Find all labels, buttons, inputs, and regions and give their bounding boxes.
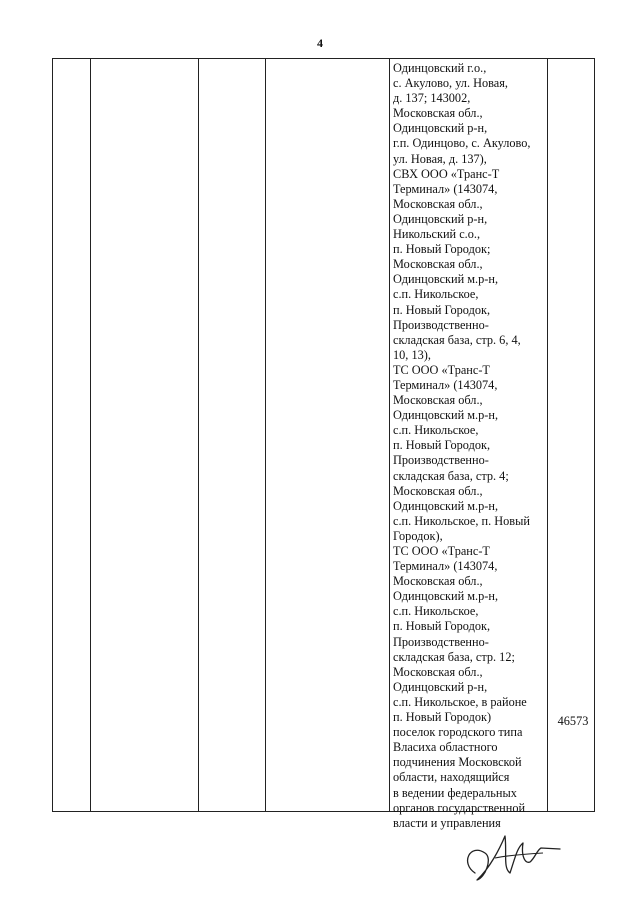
address-line: с.п. Никольское, — [393, 287, 479, 302]
address-line: п. Новый Городок, — [393, 438, 491, 453]
address-line: Московская обл., — [393, 196, 483, 211]
address-line: Никольский с.о., — [393, 227, 481, 242]
address-line: Терминал» (143074, — [393, 377, 498, 392]
address-line: Производственно- — [393, 317, 489, 332]
address-line: 10, 13), — [393, 347, 431, 362]
address-line: органов государственной — [393, 800, 526, 815]
address-line: Московская обл., — [393, 393, 483, 408]
address-line: п. Новый Городок) — [393, 710, 492, 725]
address-line: с.п. Никольское, в районе — [393, 694, 527, 709]
address-line: Производственно- — [393, 634, 489, 649]
page-number: 4 — [317, 36, 323, 50]
column-divider — [265, 59, 266, 811]
address-line: складская база, стр. 4; — [393, 468, 509, 483]
address-line: п. Новый Городок; — [393, 242, 491, 257]
address-line: с.п. Никольское, — [393, 604, 479, 619]
address-line: д. 137; 143002, — [393, 91, 471, 106]
column-divider — [389, 59, 390, 811]
address-line: в ведении федеральных — [393, 785, 517, 800]
address-line: поселок городского типа — [393, 725, 523, 740]
address-line: Терминал» (143074, — [393, 181, 498, 196]
address-line: Одинцовский м.р-н, — [393, 589, 499, 604]
address-line: с. Акулово, ул. Новая, — [393, 76, 508, 91]
address-line: подчинения Московской — [393, 755, 522, 770]
column-divider — [198, 59, 199, 811]
address-line: Московская обл., — [393, 574, 483, 589]
signature-icon — [455, 828, 565, 888]
address-line: Московская обл., — [393, 664, 483, 679]
address-line: Одинцовский р-н, — [393, 679, 488, 694]
address-line: Власиха областного — [393, 740, 498, 755]
address-line: Одинцовский м.р-н, — [393, 498, 499, 513]
address-line: складская база, стр. 12; — [393, 649, 515, 664]
address-line: Одинцовский р-н, — [393, 121, 488, 136]
address-line: ТС ООО «Транс-Т — [393, 362, 490, 377]
address-line: Одинцовский р-н, — [393, 211, 488, 226]
address-line: с.п. Никольское, п. Новый — [393, 513, 530, 528]
address-line: с.п. Никольское, — [393, 423, 479, 438]
address-line: Одинцовский м.р-н, — [393, 272, 499, 287]
address-line: СВХ ООО «Транс-Т — [393, 166, 500, 181]
address-line: г.п. Одинцово, с. Акулово, — [393, 136, 531, 151]
address-line: складская база, стр. 6, 4, — [393, 332, 521, 347]
address-line: Производственно- — [393, 453, 489, 468]
address-line: Московская обл., — [393, 257, 483, 272]
address-line: ул. Новая, д. 137), — [393, 151, 487, 166]
address-line: Московская обл., — [393, 106, 483, 121]
address-line: п. Новый Городок, — [393, 302, 491, 317]
column-divider — [90, 59, 91, 811]
address-line: Городок), — [393, 528, 443, 543]
address-line: власти и управления — [393, 815, 501, 830]
address-line: ТС ООО «Транс-Т — [393, 544, 490, 558]
address-cell — [393, 61, 543, 831]
address-line: Терминал» (143074, — [393, 559, 498, 574]
address-line: Одинцовский г.о., — [393, 61, 487, 75]
document-table — [52, 58, 595, 830]
column-divider — [547, 59, 548, 811]
address-line: области, находящийся — [393, 770, 510, 785]
address-line: Московская обл., — [393, 483, 483, 498]
code-cell: 46573 — [557, 714, 589, 728]
address-line: п. Новый Городок, — [393, 619, 491, 634]
address-line: Одинцовский м.р-н, — [393, 408, 499, 423]
